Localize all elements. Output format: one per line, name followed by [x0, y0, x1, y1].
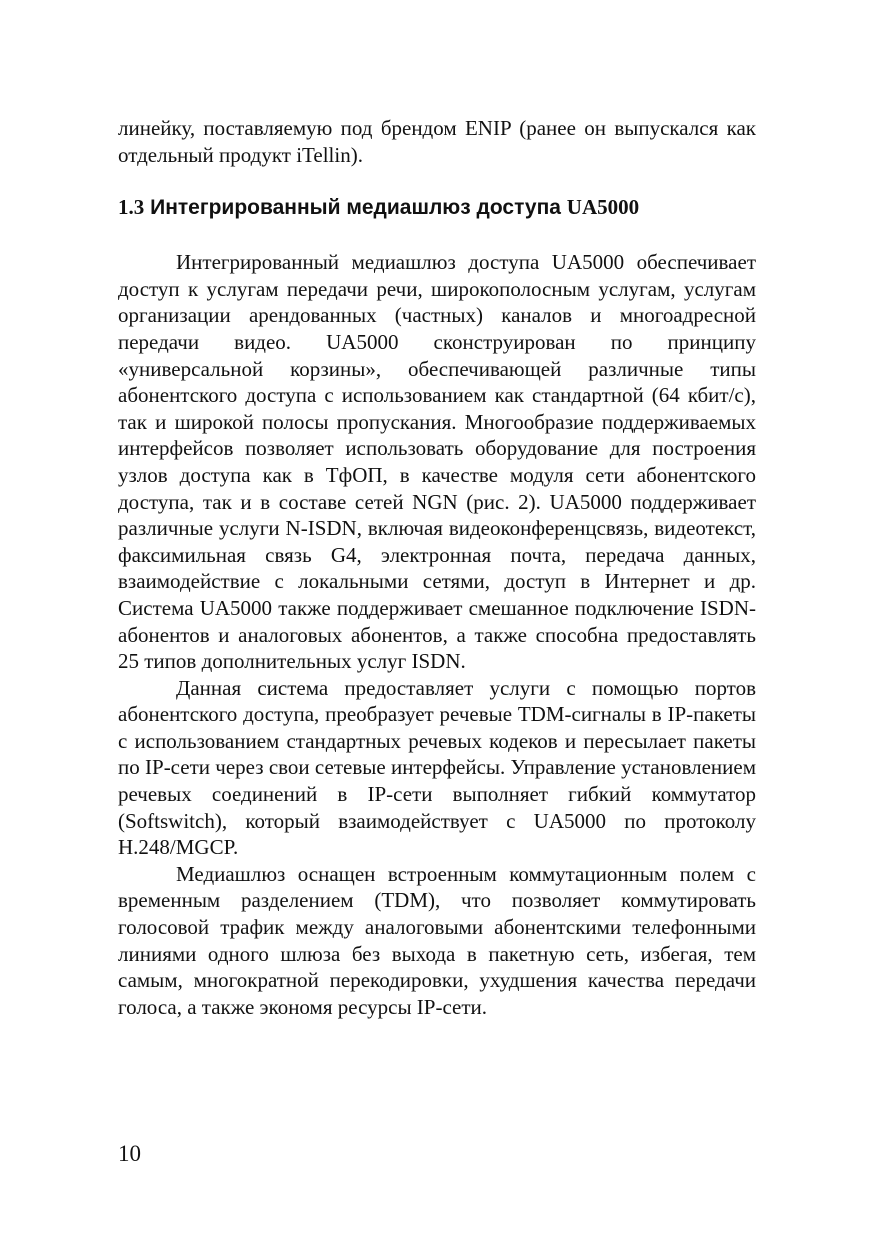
- paragraph-2: Данная система предоставляет услуги с помощью портов абонентского доступа, преобразует речевые TDM-сигналы в IP-пакеты с использованием стандартных речевых кодеков и пересылает пакеты по IP-сети через свои сетевые интерфейсы. Управление установлением речевых соединений в IP-сети выполняет гибкий коммутатор (Softswitch), который взаимодействует с UA5000 по протоколу H.248/MGCP.: [118, 675, 756, 860]
- section-number: 1.3: [118, 195, 145, 220]
- section-title: Интегрированный медиашлюз доступа: [150, 196, 561, 220]
- section-model: UA5000: [566, 195, 640, 220]
- paragraph-1: Интегрированный медиашлюз доступа UA5000 обеспечивает доступ к услугам передачи речи, широкополосным услугам, услугам организации арендованных (частных) каналов и многоадресной передачи видео. UA5000 сконструирован по принципу «универсальной корзины», обеспечивающей различные типы абонентского доступа с использованием как стандартной (64 кбит/с), так и широкой полосы пропускания. Многообразие поддерживаемых интерфейсов позволяет использовать оборудование для построения узлов доступа как в ТфОП, в качестве модуля сети абонентского доступа, так и в составе сетей NGN (рис. 2). UA5000 поддерживает различные услуги N-ISDN, включая видеоконференцсвязь, видеотекст, факсимильная связь G4, электронная почта, передача данных, взаимодействие с локальными сетями, доступ в Интернет и др. Система UA5000 также поддерживает смешанное подключение ISDN-абонентов и аналоговых абонентов, а также способна предоставлять 25 типов дополнительных услуг ISDN.: [118, 250, 756, 674]
- intro-paragraph: линейку, поставляемую под брендом ENIP (ранее он выпускался как отдельный продукт iTellin).: [118, 116, 756, 167]
- page-number: 10: [118, 1141, 141, 1166]
- paragraph-3: Медиашлюз оснащен встроенным коммутационным полем с временным разделением (TDM), что позволяет коммутировать голосовой трафик между аналоговыми абонентскими телефонными линиями одного шлюза без выхода в пакетную сеть, избегая, тем самым, многократной перекодировки, ухудшения качества передачи голоса, а также экономя ресурсы IP-сети.: [118, 861, 756, 1019]
- page-body: [118, 115, 756, 1020]
- section-heading: [118, 194, 756, 221]
